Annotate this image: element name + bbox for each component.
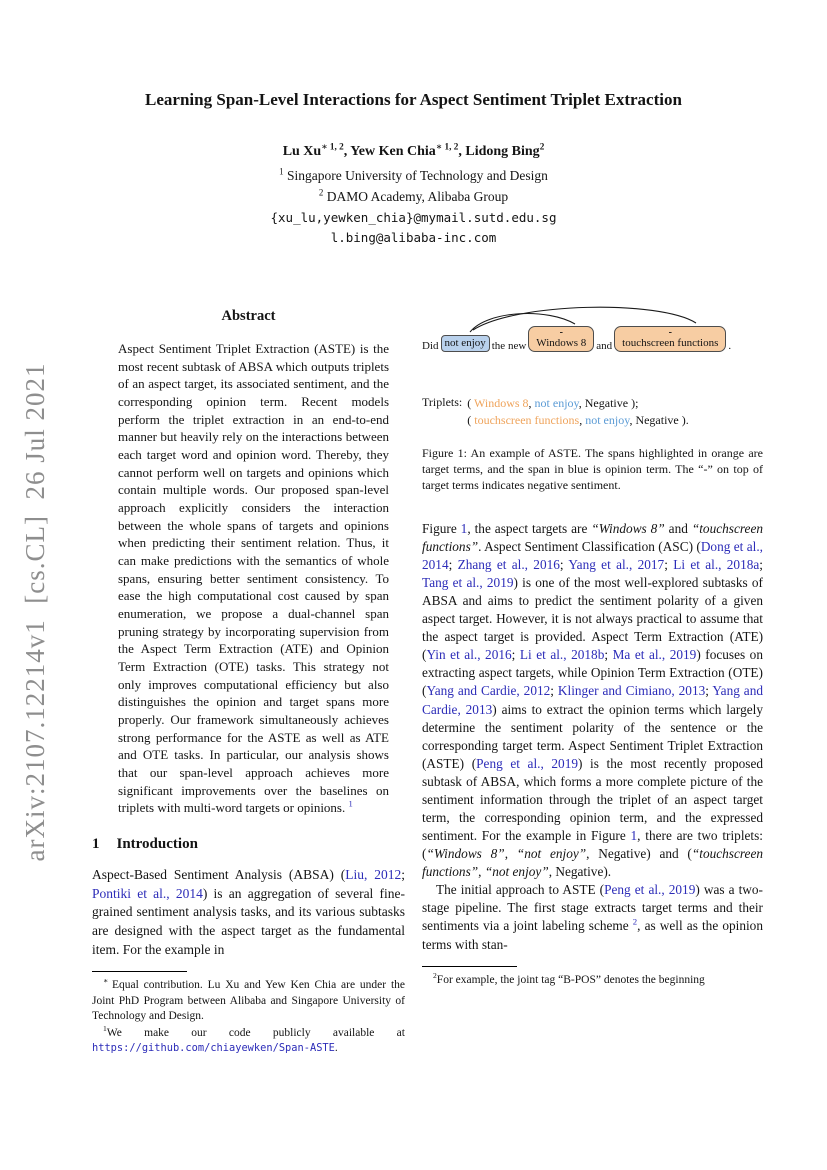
text-segment: Figure — [422, 520, 461, 536]
target-span-box-1 — [528, 326, 594, 352]
text-segment: Aspect Sentiment Triplet Extraction (ASTE) is the most recent subtask of ABSA which outputs triplets of an aspect target, its associated sentiment, and the corresponding opinion term. Recent models perform the triplet extraction in an end-to-end manner but heavily rely on the interactions between each target word and opinion word. Thereby, they cannot perform well on targets and opinions which contain multiple words. Our proposed span-level approach explicitly considers the interaction between the whole spans of targets and opinions when predicting their sentiment relation. Thus, it can make predictions with the semantics of whole spans, ensuring better sentiment consistency. To ease the high computational cost caused by span enumeration, we propose a dual-channel span pruning strategy by incorporating supervision from the Aspect Term Extraction (ATE) and Opinion Term Extraction (OTE) tasks. This strategy not only improves computational efficiency but also distinguishes the opinion and target spans more properly. Our framework simultaneously achieves strong performance for the ASTE as well as ATE and OTE tasks. In particular, our analysis shows that our span-level approach achieves more significant improvements over the baselines on triplets with multi-word targets or opinions. — [118, 341, 389, 816]
text-segment: ( — [467, 413, 475, 428]
text-segment: , Negative ); — [578, 396, 639, 410]
triplets-list — [422, 395, 763, 430]
text-segment: 2 — [433, 970, 437, 980]
intro-paragraph — [92, 866, 405, 959]
section-number: 1 — [92, 836, 100, 853]
target-term-2: touchscreen functions — [622, 337, 719, 349]
citation-link[interactable]: Pontiki et al., 2014 — [92, 885, 203, 901]
text-segment: ; — [664, 556, 674, 572]
citation-link[interactable]: Yang and Cardie, 2012 — [426, 683, 551, 699]
text-segment: ; — [550, 683, 558, 699]
text-segment: Lu Xu — [282, 144, 322, 159]
text-segment: , Negative). — [548, 864, 612, 880]
text-segment: ; — [604, 647, 613, 663]
citation-link[interactable]: Tang et al., 2019 — [422, 574, 514, 590]
citation-link[interactable]: Yang et al., 2017 — [568, 556, 665, 572]
sentence-word: Did — [422, 340, 439, 352]
text-segment: , Negative ). — [629, 413, 689, 428]
text-segment: “touchscreen functions” — [422, 846, 764, 880]
text-segment: ∗ 1, 2 — [435, 141, 459, 152]
text-segment: 2 — [539, 141, 545, 152]
sentence-period: . — [728, 340, 732, 352]
text-segment: 1 — [103, 1024, 107, 1034]
sentence-word: the new — [491, 340, 527, 352]
figure-1 — [422, 300, 763, 494]
text-segment: Equal contribution. Lu Xu and Yew Ken Chia are under the Joint PhD Program between Alibaba and Singapore University of Technology and Design. — [92, 979, 406, 1022]
text-segment: not enjoy — [534, 396, 579, 410]
triplet-2 — [467, 412, 763, 429]
paper-title: Learning Span-Level Interactions for Aspect Sentiment Triplet Extraction — [145, 90, 682, 109]
email-line-1: {xu_lu,yewken_chia}@mymail.sutd.edu.sg — [270, 210, 557, 225]
text-segment: We make our code publicly available at — [106, 1027, 405, 1040]
footnote-equal-contribution — [92, 978, 405, 1024]
target-term-1: Windows 8 — [536, 337, 587, 349]
negative-sentiment-mark: - — [559, 327, 563, 338]
citation-link[interactable]: Liu, 2012 — [345, 867, 402, 883]
text-segment: ∗ 1, 2 — [321, 141, 344, 152]
citation-link[interactable]: Li et al., 2018b — [519, 647, 605, 663]
text-segment: 2 — [318, 187, 324, 198]
text-segment: , as well as the opinion terms with stan- — [422, 918, 763, 952]
text-segment: ) aims to extract the opinion terms which largely determine the sentiment polarity of the sentence or the corresponding target term. Aspect Sentiment Triplet Extraction (ASTE) ( — [422, 701, 763, 771]
text-segment: and — [664, 520, 692, 536]
footnote-rule-left — [92, 971, 187, 972]
citation-link[interactable]: https://github.com/chiayewken/Span-ASTE — [92, 1042, 335, 1055]
text-segment: , there are two triplets: ( — [422, 828, 763, 862]
text-segment: ) is the most recently proposed subtask of ABSA, which forms a more complete picture of the sentiment information through the triplet of an aspect target term, the corresponding opinion term, and the expressed sentiment. For the example in Figure — [422, 755, 763, 844]
negative-sentiment-mark: - — [668, 327, 672, 338]
text-segment: , — [528, 396, 535, 410]
text-segment: ) is one of the most well-explored subtasks of ABSA and aims to predict the sentiment polarity of a given aspect target. However, it is not always practical to assume that the aspect target is provided. Aspect Term Extraction (ATE) ( — [422, 574, 763, 663]
citation-link[interactable]: Peng et al., 2019 — [604, 882, 696, 898]
text-segment: . Aspect Sentiment Classification (ASC) ( — [478, 538, 701, 554]
citation-link[interactable]: Ma et al., 2019 — [612, 647, 697, 663]
footnotes-left — [92, 971, 405, 1056]
authors-line — [0, 141, 827, 160]
section-title: Introduction — [116, 836, 198, 853]
text-segment: Windows 8 — [474, 396, 529, 410]
triplet-lines — [467, 395, 763, 430]
text-segment: Aspect-Based Sentiment Analysis (ABSA) ( — [92, 867, 346, 883]
citation-link[interactable]: Yang and Cardie, 2013 — [422, 683, 763, 717]
footnote-rule-right — [422, 966, 517, 967]
body-paragraph-2 — [422, 881, 763, 953]
footnote-code-availability — [92, 1026, 405, 1057]
triplet-1 — [467, 395, 763, 412]
arxiv-watermark: arXiv:2107.12214v1 [cs.CL] 26 Jul 2021 — [20, 362, 50, 862]
opinion-span-box: not enjoy — [441, 335, 490, 352]
citation-link[interactable]: Yin et al., 2016 — [426, 647, 512, 663]
triplets-label: Triplets: — [422, 395, 463, 409]
citation-link[interactable]: Klinger and Cimiano, 2013 — [557, 683, 706, 699]
text-segment: For example, the joint tag “B-POS” denotes the beginning — [436, 973, 705, 986]
right-column — [422, 300, 763, 990]
citation-link[interactable]: Li et al., 2018a — [673, 556, 760, 572]
text-segment: , Lidong Bing — [458, 144, 540, 159]
text-segment: “Windows 8” — [591, 520, 665, 536]
text-segment: 1 — [279, 166, 284, 177]
affiliation-1 — [0, 168, 827, 184]
citation-link[interactable]: 1 — [348, 799, 353, 810]
section-heading-introduction — [92, 836, 405, 853]
citation-link[interactable]: 1 — [460, 520, 468, 536]
sentence-word: and — [596, 340, 613, 352]
citation-link[interactable]: Peng et al., 2019 — [476, 755, 578, 771]
affiliation-2 — [0, 189, 827, 205]
text-segment: , — [504, 846, 517, 862]
example-sentence — [422, 326, 763, 352]
text-segment: ) focuses on extracting aspect targets, while Opinion Term Extraction (OTE) ( — [422, 647, 763, 699]
text-segment: not enjoy — [585, 413, 630, 428]
left-column — [92, 302, 405, 1059]
abstract-heading: Abstract — [221, 308, 276, 324]
text-segment: ; — [759, 556, 763, 572]
text-segment: The initial approach to ASTE ( — [436, 882, 605, 898]
text-segment: ; — [401, 867, 405, 883]
text-segment: , the aspect targets are — [467, 520, 592, 536]
text-segment: , Yew Ken Chia — [343, 144, 436, 159]
text-segment: ; — [705, 683, 713, 699]
target-span-box-2 — [614, 326, 726, 352]
text-segment: , — [579, 413, 586, 428]
abstract-body — [118, 340, 389, 817]
text-segment: “Windows 8” — [426, 846, 505, 862]
figure-1-caption: Figure 1: An example of ASTE. The spans highlighted in orange are target terms, and the span in blue is opinion term. The “-” on top of target terms indicates negative sentiment. — [422, 445, 763, 493]
citation-link[interactable]: Dong et al., 2014 — [422, 538, 763, 572]
text-segment: , Negative) and ( — [586, 846, 692, 862]
text-segment: ; — [559, 556, 569, 572]
figure-1-diagram — [422, 300, 763, 382]
paper-header — [0, 90, 827, 250]
citation-link[interactable]: 1 — [630, 828, 638, 844]
text-segment: “not enjoy” — [484, 864, 549, 880]
email-line-2: l.bing@alibaba-inc.com — [330, 230, 497, 245]
citation-link[interactable]: 2 — [632, 917, 638, 928]
text-segment: . — [334, 1042, 338, 1055]
citation-link[interactable]: Zhang et al., 2016 — [457, 556, 560, 572]
footnote-joint-tag — [422, 970, 763, 988]
text-segment: ) was a two-stage pipeline. The first stage extracts target terms and their sentiments via a joint labeling scheme — [422, 882, 763, 934]
text-segment: touchscreen functions — [474, 413, 580, 428]
text-segment: Singapore University of Technology and Design — [283, 168, 548, 183]
text-segment: ( — [467, 396, 475, 410]
body-paragraph-1 — [422, 520, 763, 882]
text-segment: ; — [448, 556, 458, 572]
text-segment: ; — [511, 647, 520, 663]
text-segment: “touchscreen functions” — [422, 520, 763, 554]
text-segment: DAMO Academy, Alibaba Group — [323, 189, 509, 204]
text-segment: ∗ — [103, 976, 113, 986]
footnotes-right — [422, 966, 763, 988]
text-segment: ) is an aggregation of several fine-grained sentiment analysis tasks, and its various subtasks are designed with the aspect target as the fundamental item. For the example in — [92, 885, 405, 957]
text-segment: “not enjoy” — [516, 846, 587, 862]
text-segment: , — [478, 864, 485, 880]
